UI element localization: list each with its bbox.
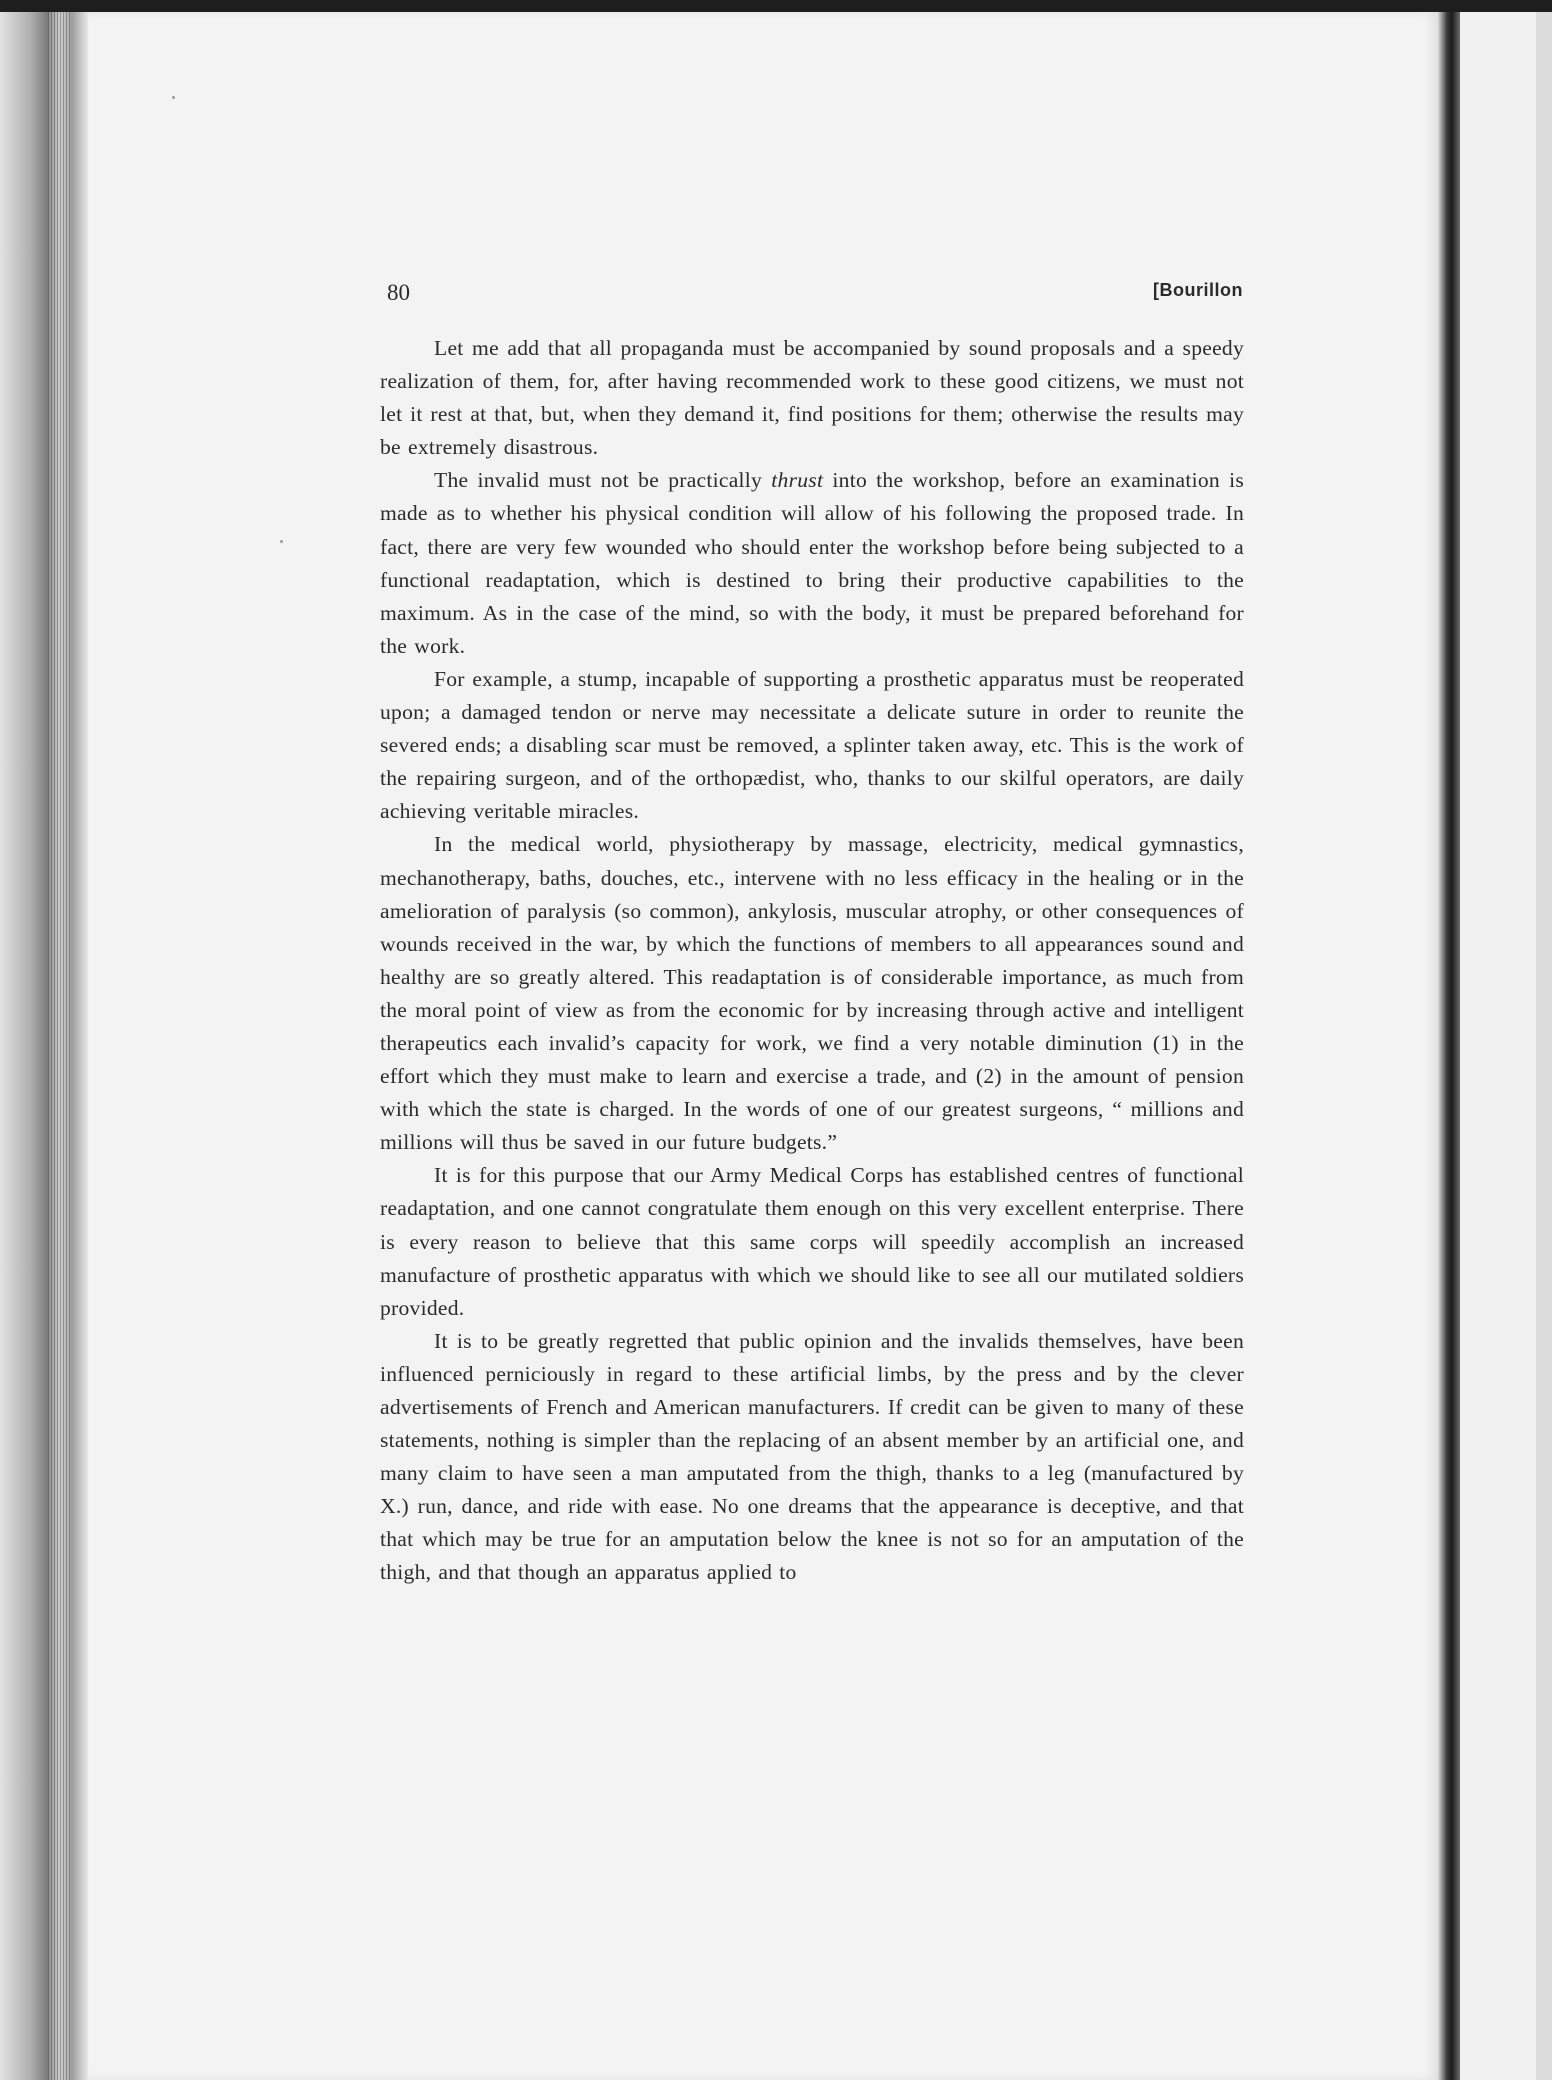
page-header	[387, 280, 1243, 312]
book-page-edges	[0, 12, 90, 2080]
paragraph	[380, 332, 1244, 464]
paragraph-text: For example, a stump, incapable of supporting a prosthetic apparatus must be reoperated upon; a damaged tendon or nerve may necessitate a delicate suture in order to reunite the severed ends; a disabling scar must be removed, a splinter taken away, etc. This is the work of the repairing surgeon, and of the orthopædist, who, thanks to our skilful operators, are daily achieving veritable miracles.	[380, 666, 1244, 824]
body-text	[380, 332, 1244, 1590]
page-gutter	[1438, 12, 1460, 2080]
paragraph-text: It is for this purpose that our Army Medical Corps has established centres of functional readaptation, and one cannot congratulate them enough on this very excellent enterprise. There is every reason to believe that this same corps will speedily accomplish an increased manufacture of prosthetic apparatus with which we should like to see all our mutilated soldiers provided.	[380, 1163, 1244, 1320]
scan-speck	[280, 540, 283, 543]
paragraph-text: It is to be greatly regretted that public opinion and the invalids themselves, have been influenced perniciously in regard to these artificial limbs, by the press and by the clever advertisements of French and American manufacturers. If credit can be given to many of these statements, nothing is simpler than the replacing of an absent member by an artificial one, and many claim to have seen a man amputated from the thigh, thanks to a leg (manufactured by X.) run, dance, and ride with ease. No one dreams that the appearance is deceptive, and that that which may be true for an amputation below the knee is not so for an amputation of the thigh, and that though an apparatus applied to	[380, 1328, 1244, 1585]
adjacent-page-edge	[1536, 12, 1552, 2080]
paragraph	[380, 828, 1244, 1159]
running-head: [Bourillon	[1153, 280, 1243, 300]
paragraph	[380, 1159, 1244, 1324]
paragraph-text: In the medical world, physiotherapy by massage, electricity, medical gymnastics, mechanotherapy, baths, douches, etc., intervene with no less efficacy in the healing or in the amelioration of paralysis (so common), ankylosis, muscular atrophy, or other consequences of wounds received in the war, by which the functions of members to all appearances sound and healthy are so greatly altered. This readaptation is of considerable importance, as much from the moral point of view as from the economic for by increasing through active and intelligent therapeutics each invalid’s capacity for work, we find a very notable diminution (1) in the effort which they must make to learn and exercise a trade, and (2) in the amount of pension with which the state is charged. In the words of one of our greatest surgeons, “ millions and millions will thus be saved in our future budgets.”	[380, 832, 1244, 1155]
paragraph	[380, 663, 1244, 828]
paragraph	[380, 1325, 1244, 1590]
paragraph-text: The invalid must not be practically	[434, 468, 772, 493]
scan-top-border	[0, 0, 1552, 12]
scan-speck	[172, 96, 175, 99]
paragraph	[380, 464, 1244, 663]
emphasized-word: thrust	[771, 468, 824, 493]
page-number: 80	[387, 280, 410, 305]
paragraph-text: Let me add that all propaganda must be accompanied by sound proposals and a speedy realization of them, for, after having recommended work to these good citizens, we must not let it rest at that, but, when they demand it, find positions for them; otherwise the results may be extremely disastrous.	[380, 336, 1244, 460]
paragraph-text: into the workshop, before an examination is made as to whether his physical condition will allow of his following the proposed trade. In fact, there are very few wounded who should enter the workshop before being subjected to a functional readaptation, which is destined to bring their productive capabilities to the maximum. As in the case of the mind, so with the body, it must be prepared beforehand for the work.	[380, 468, 1245, 658]
